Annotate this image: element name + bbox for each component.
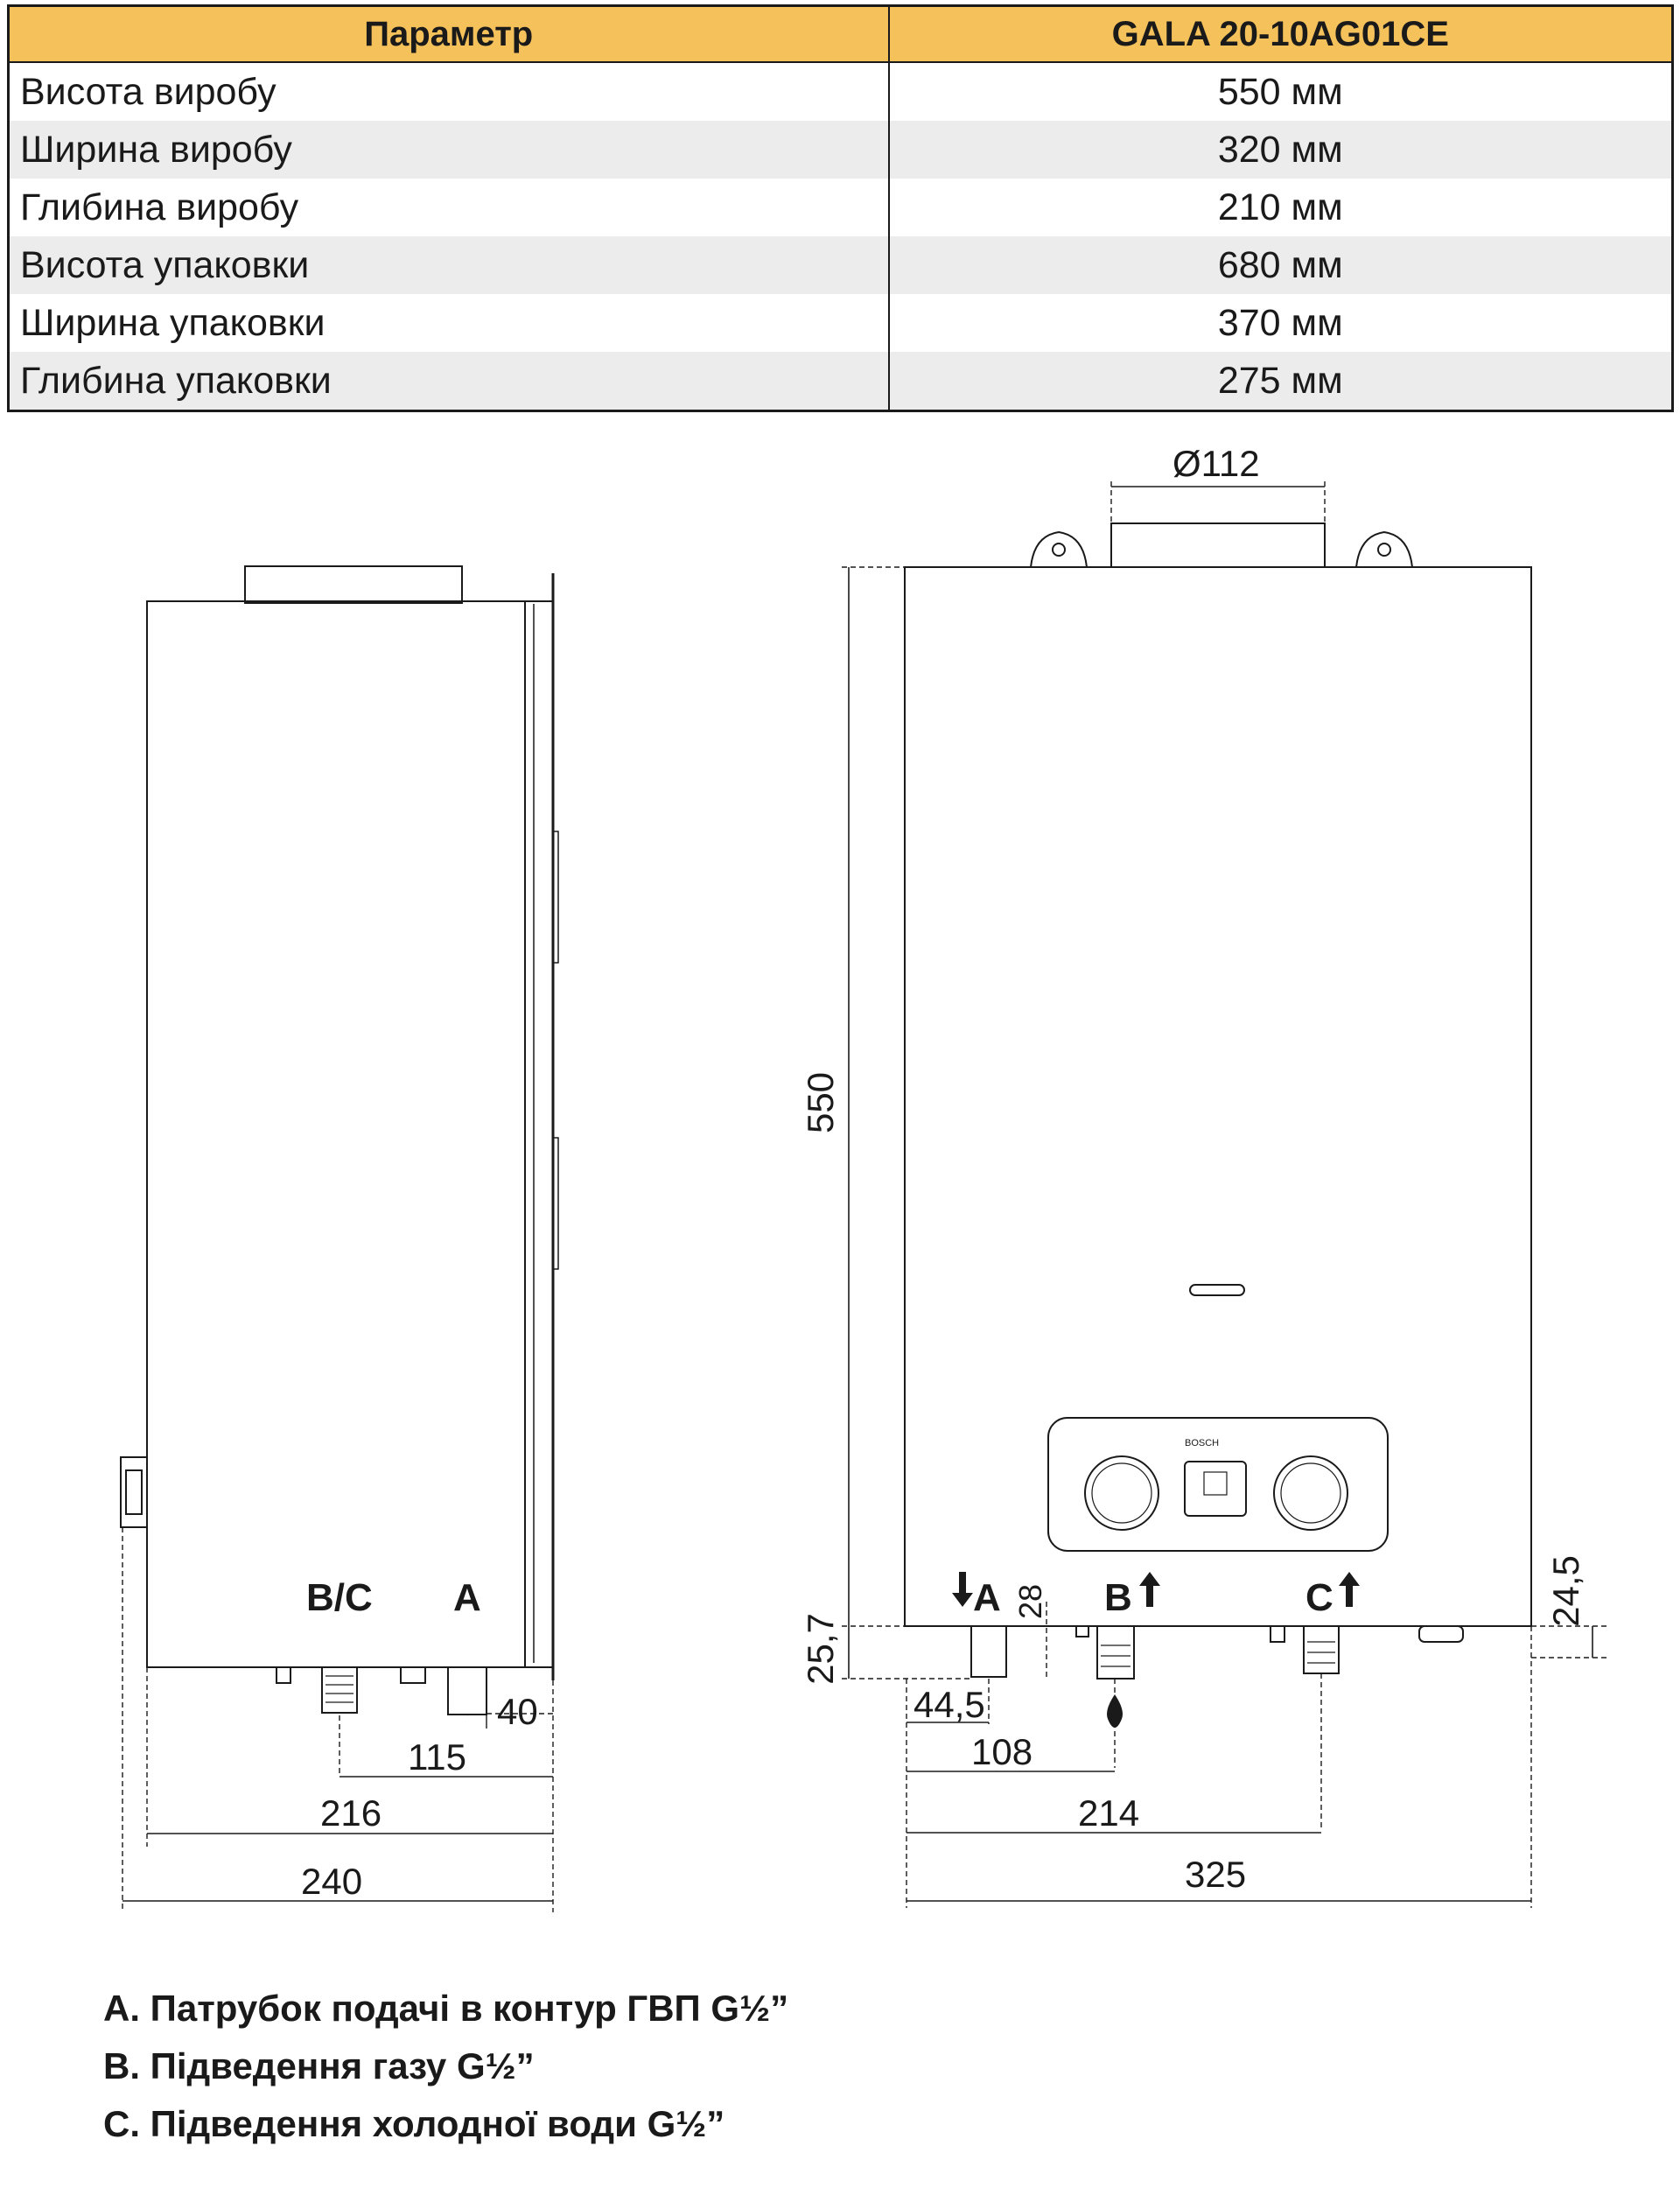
legend-item-a: A. Патрубок подачі в контур ГВП G½” (103, 1988, 789, 2029)
row-value: 320 мм (889, 121, 1673, 179)
dim-40: 40 (497, 1691, 538, 1732)
viewing-slot (1190, 1285, 1244, 1295)
side-body (147, 601, 525, 1667)
front-view-dims (800, 443, 1586, 1895)
side-label-a: A (453, 1576, 481, 1619)
table-row (9, 179, 1673, 236)
legend-item-b: B. Підведення газу G½” (103, 2045, 535, 2086)
header-parameter: Параметр (9, 6, 889, 63)
dim-216: 216 (320, 1792, 382, 1834)
legend (103, 1980, 788, 2153)
side-view (121, 566, 558, 1912)
dim-25-7: 25,7 (800, 1613, 841, 1685)
dim-115: 115 (408, 1736, 466, 1778)
row-value: 550 мм (1217, 70, 1343, 113)
dim-28: 28 (1012, 1583, 1048, 1620)
row-param: Глибина упаковки (9, 352, 889, 411)
side-top-flue (245, 566, 462, 603)
table-row (9, 352, 1673, 411)
gas-flame-icon (1107, 1694, 1123, 1728)
dim-214: 214 (1078, 1792, 1140, 1834)
brand-text: BOSCH (1185, 1438, 1220, 1448)
dim-108: 108 (971, 1731, 1033, 1772)
front-fitting-a (971, 1626, 1006, 1677)
front-flue-collar (1111, 523, 1325, 567)
arrow-up-c-icon (1339, 1572, 1360, 1607)
left-knob (1085, 1456, 1158, 1530)
row-value: 370 мм (1217, 301, 1343, 344)
dim-325: 325 (1185, 1854, 1247, 1895)
mount-lug-left (1031, 532, 1087, 567)
row-param: Висота упаковки (9, 236, 889, 294)
dim-240: 240 (301, 1861, 363, 1902)
legend-item-c: C. Підведення холодної води G½” (103, 2103, 725, 2144)
front-fitting-b (1097, 1626, 1134, 1679)
table-header-row (9, 6, 1673, 63)
row-value: 680 мм (889, 236, 1673, 294)
front-label-b: B (1104, 1576, 1132, 1619)
front-body (905, 567, 1531, 1626)
arrow-down-icon (952, 1572, 973, 1607)
side-water-fitting (448, 1667, 486, 1715)
side-view-dims (301, 1691, 538, 1902)
side-gas-fitting (322, 1667, 357, 1713)
side-label-bc: B/C (306, 1576, 373, 1619)
table-row (9, 236, 1673, 294)
row-param: Ширина упаковки (9, 294, 889, 352)
row-param: Висота виробу (9, 62, 889, 121)
table-row (9, 294, 1673, 352)
table-row (9, 121, 1673, 179)
spec-table (7, 4, 1674, 412)
row-param: Ширина виробу (9, 121, 889, 179)
dim-24-5: 24,5 (1545, 1555, 1586, 1627)
dim-flue-diameter: Ø112 (1172, 443, 1260, 484)
right-knob (1274, 1456, 1348, 1530)
side-view-labels (306, 1576, 481, 1619)
side-knob (121, 1457, 147, 1527)
side-wall-bracket (525, 601, 553, 1667)
dim-550: 550 (800, 1071, 841, 1134)
row-value: 275 мм (889, 352, 1673, 411)
arrow-up-b-icon (1139, 1572, 1160, 1607)
technical-drawing (0, 420, 1680, 1960)
table-row (9, 62, 1673, 121)
front-fitting-c (1304, 1626, 1339, 1673)
front-label-c: C (1306, 1576, 1334, 1619)
front-label-a: A (973, 1576, 1001, 1619)
row-param: Глибина виробу (9, 179, 889, 236)
display-window (1185, 1462, 1246, 1516)
mount-lug-right (1356, 532, 1412, 567)
row-value: 210 мм (1217, 186, 1343, 228)
dim-44-5: 44,5 (914, 1684, 985, 1725)
header-model: GALA 20-10AG01CE (889, 6, 1673, 63)
